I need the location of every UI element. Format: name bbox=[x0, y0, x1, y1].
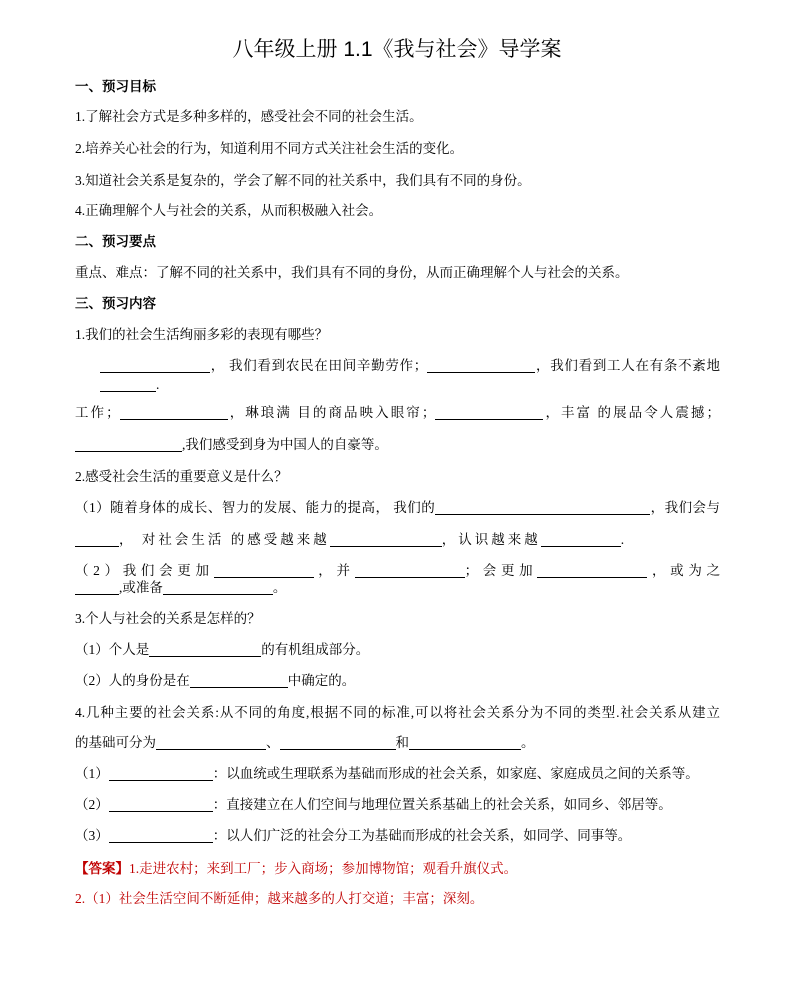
fill-blank bbox=[75, 437, 182, 452]
fill-blank bbox=[75, 532, 119, 547]
q1-text: ，丰富 的展品令人震撼； bbox=[543, 405, 720, 420]
q2-text: （2）我们会更加 bbox=[75, 563, 214, 578]
answer-text: 1.走进农村；来到工厂；步入商场；参加博物馆；观看升旗仪式。 bbox=[129, 861, 518, 876]
q2-line bbox=[75, 530, 624, 550]
fill-blank bbox=[427, 358, 535, 373]
q1-text: ，琳琅满 目的商品映入眼帘； bbox=[227, 405, 436, 420]
goal-item: 2.培养关心社会的行为，知道利用不同方式关注社会生活的变化。 bbox=[75, 141, 464, 156]
q1-text: 工作； bbox=[75, 405, 120, 420]
question-3: 3.个人与社会的关系是怎样的？ bbox=[75, 611, 261, 626]
q2-text: 。 bbox=[272, 580, 287, 595]
fill-blank bbox=[355, 563, 465, 578]
q4-line bbox=[75, 764, 699, 784]
q2-text: ,或准备 bbox=[119, 580, 163, 595]
q3-text: 中确定的。 bbox=[287, 673, 356, 688]
q2-text: ， 对社会生活 的感受越来越 bbox=[119, 532, 330, 547]
goal-item: 3.知道社会关系是复杂的，学会了解不同的社关系中，我们具有不同的身份。 bbox=[75, 173, 531, 188]
q1-line bbox=[100, 375, 159, 395]
q1-text: ，我们看到工人在有条不紊地 bbox=[535, 358, 721, 373]
q4-line bbox=[75, 826, 631, 846]
q2-text: ；会更加 bbox=[464, 563, 538, 578]
q2-text: ，或为之 bbox=[647, 563, 721, 578]
answer-line bbox=[75, 889, 483, 909]
question-2: 2.感受社会生活的重要意义是什么？ bbox=[75, 469, 288, 484]
fill-blank bbox=[409, 735, 521, 750]
q1-line bbox=[100, 356, 720, 376]
fill-blank bbox=[214, 563, 314, 578]
fill-blank bbox=[435, 405, 543, 420]
q3-text: （2）人的身份是在 bbox=[75, 673, 190, 688]
q3-text: （1）个人是 bbox=[75, 642, 150, 657]
q1-line bbox=[75, 435, 388, 455]
q2-line bbox=[75, 578, 286, 598]
fill-blank bbox=[100, 377, 156, 392]
fill-blank bbox=[280, 735, 396, 750]
page-title: 八年级上册 1.1《我与社会》导学案 bbox=[232, 38, 562, 61]
fill-blank bbox=[109, 797, 213, 812]
q2-line bbox=[75, 498, 720, 518]
q4-text: ：以人们广泛的社会分工为基础而形成的社会关系，如同学、同事等。 bbox=[212, 828, 632, 843]
fill-blank bbox=[541, 532, 621, 547]
fill-blank bbox=[149, 642, 261, 657]
answer-label: 【答案】 bbox=[75, 861, 129, 876]
q4-text: （1） bbox=[75, 766, 109, 781]
q2-text: ，认识越来越 bbox=[441, 532, 541, 547]
section-heading-content: 三、预习内容 bbox=[75, 296, 156, 311]
q3-line bbox=[75, 671, 355, 691]
q1-text: ， 我们看到农民在田间辛勤劳作； bbox=[210, 358, 428, 373]
section-heading-key-points: 二、预习要点 bbox=[75, 234, 156, 249]
q4-text: （2） bbox=[75, 797, 109, 812]
q3-text: 的有机组成部分。 bbox=[261, 642, 370, 657]
question-4: 4.几种主要的社会关系:从不同的角度,根据不同的标准,可以将社会关系分为不同的类型.社会关系从建立 bbox=[75, 705, 720, 720]
section-heading-goals: 一、预习目标 bbox=[75, 79, 156, 94]
goal-item: 1.了解社会方式是多种多样的，感受社会不同的社会生活。 bbox=[75, 109, 423, 124]
fill-blank bbox=[163, 580, 273, 595]
answer-line bbox=[75, 859, 517, 879]
q4-text: （3） bbox=[75, 828, 109, 843]
fill-blank bbox=[435, 500, 650, 515]
q3-line bbox=[75, 640, 369, 660]
q1-text: ,我们感受到身为中国人的自豪等。 bbox=[182, 437, 388, 452]
q2-text: ，我们会与 bbox=[650, 500, 721, 515]
q4-line bbox=[75, 795, 672, 815]
fill-blank bbox=[75, 580, 119, 595]
q4-text: 的基础可分为 bbox=[75, 735, 156, 750]
q2-text: ，并 bbox=[313, 563, 355, 578]
goal-item: 4.正确理解个人与社会的关系，从而积极融入社会。 bbox=[75, 203, 383, 218]
q4-text: 。 bbox=[521, 735, 535, 750]
question-1: 1.我们的社会生活绚丽多彩的表现有哪些？ bbox=[75, 327, 329, 342]
q1-line bbox=[75, 403, 720, 423]
q4-line bbox=[75, 733, 535, 753]
key-points-text: 重点、难点：了解不同的社关系中，我们具有不同的身份，从而正确理解个人与社会的关系。 bbox=[75, 265, 629, 280]
fill-blank bbox=[109, 766, 213, 781]
q2-text: （1）随着身体的成长、智力的发展、能力的提高， 我们的 bbox=[75, 500, 436, 515]
answer-text: 2.（1）社会生活空间不断延伸；越来越多的人打交道；丰富；深刻。 bbox=[75, 891, 484, 906]
fill-blank bbox=[190, 673, 288, 688]
q4-text: 、 bbox=[266, 735, 280, 750]
fill-blank bbox=[156, 735, 266, 750]
fill-blank bbox=[120, 405, 228, 420]
q4-text: ：直接建立在人们空间与地理位置关系基础上的社会关系，如同乡、邻居等。 bbox=[212, 797, 672, 812]
q4-text: 和 bbox=[395, 735, 409, 750]
q4-text: ：以血统或生理联系为基础而形成的社会关系，如家庭、家庭成员之间的关系等。 bbox=[212, 766, 699, 781]
fill-blank bbox=[109, 828, 213, 843]
fill-blank bbox=[330, 532, 442, 547]
fill-blank bbox=[537, 563, 647, 578]
q1-text: . bbox=[156, 377, 160, 392]
q2-text: . bbox=[620, 532, 625, 547]
fill-blank bbox=[100, 358, 210, 373]
